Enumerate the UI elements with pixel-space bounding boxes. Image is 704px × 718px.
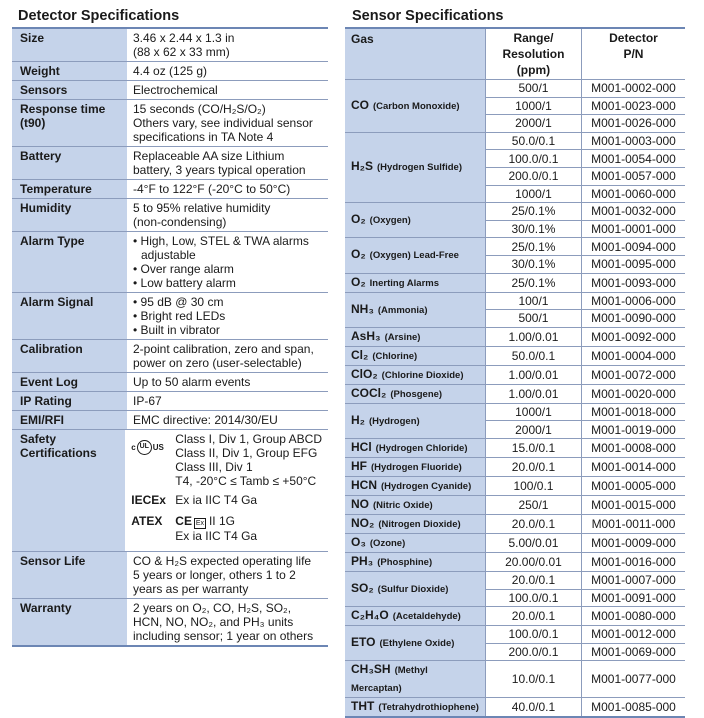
ce-mark-icon: CE <box>175 514 192 528</box>
detector-spec-row <box>12 199 328 232</box>
gas-name: (Hydrogen Sulfide) <box>377 162 462 174</box>
iecex-label: IECEx <box>131 493 166 507</box>
spec-value-line: 2 years on O₂, CO, H₂S, SO₂, <box>133 601 292 615</box>
detector-specs-title: Detector Specifications <box>18 8 180 24</box>
gas-formula: COCl₂ <box>351 385 387 400</box>
header-pn-line1: Detector <box>609 31 658 45</box>
gas-cell <box>345 403 485 438</box>
gas-formula: NO₂ <box>351 515 375 530</box>
gas-name: (Ozone) <box>369 537 406 549</box>
part-number-cell: M001-0085-000 <box>581 698 685 718</box>
spec-value-line: IP-67 <box>133 394 162 408</box>
spec-bullet <box>133 323 322 337</box>
spec-value-line: 3.46 x 2.44 x 1.3 in <box>133 31 235 45</box>
spec-value <box>127 62 328 80</box>
sensor-header-row <box>345 28 685 80</box>
sensor-row <box>345 238 685 256</box>
sensor-row <box>345 438 685 457</box>
spec-value-line: 5 years or longer, others 1 to 2 <box>133 568 296 582</box>
spec-bullet <box>133 295 322 309</box>
detector-spec-row <box>12 232 328 293</box>
bullet-icon: • <box>133 276 141 290</box>
spec-label: Humidity <box>12 199 127 231</box>
spec-bullet <box>133 309 322 323</box>
gas-formula: O₂ <box>351 274 366 289</box>
detector-spec-row <box>12 29 328 62</box>
part-number-cell: M001-0072-000 <box>581 365 685 384</box>
spec-value-line: 15 seconds (CO/H₂S/O₂) <box>133 102 266 116</box>
range-resolution-cell: 20.0/0.1 <box>485 607 581 626</box>
part-number-cell: M001-0019-000 <box>581 421 685 439</box>
spec-value-line: 2-point calibration, zero and span, <box>133 342 314 356</box>
sensor-row <box>345 514 685 533</box>
spec-value-line: (non-condensing) <box>133 215 227 229</box>
ul-line: Class II, Div 1, Group EFG <box>175 446 318 460</box>
ul-lines <box>175 432 322 488</box>
header-pn-line2: P/N <box>623 47 644 61</box>
detector-spec-row <box>12 430 328 552</box>
range-resolution-cell: 25/0.1% <box>485 273 581 292</box>
gas-cell <box>345 552 485 571</box>
spec-value <box>127 180 328 198</box>
gas-cell <box>345 607 485 626</box>
spec-label: Event Log <box>12 373 127 391</box>
gas-name: (Ethylene Oxide) <box>379 638 455 650</box>
spec-bullet <box>133 234 322 248</box>
gas-formula: HF <box>351 458 367 473</box>
detector-spec-row <box>12 340 328 373</box>
range-resolution-cell: 2000/1 <box>485 115 581 133</box>
spec-value <box>127 29 328 61</box>
range-resolution-cell: 1000/1 <box>485 185 581 203</box>
gas-formula: O₃ <box>351 534 366 549</box>
bullet-text: 95 dB @ 30 cm <box>140 295 224 309</box>
part-number-cell: M001-0015-000 <box>581 495 685 514</box>
part-number-cell: M001-0023-000 <box>581 97 685 115</box>
gas-formula: ETO <box>351 635 376 650</box>
sensor-row <box>345 346 685 365</box>
gas-cell <box>345 292 485 327</box>
gas-name: (Oxygen) Lead-Free <box>369 250 459 262</box>
iecex-line: Ex ia IIC T4 Ga <box>175 493 258 507</box>
gas-name: (Hydrogen Cyanide) <box>381 480 472 492</box>
range-resolution-cell: 25/0.1% <box>485 238 581 256</box>
gas-name: (Tetrahydrothiophene) <box>378 702 479 714</box>
gas-cell <box>345 514 485 533</box>
part-number-cell: M001-0069-000 <box>581 643 685 661</box>
sensor-row <box>345 80 685 98</box>
part-number-cell: M001-0002-000 <box>581 80 685 98</box>
gas-name: (Chlorine Dioxide) <box>381 369 464 381</box>
bullet-text: Built in vibrator <box>140 323 220 337</box>
iecex-certification <box>131 493 322 507</box>
part-number-cell: M001-0032-000 <box>581 203 685 221</box>
gas-name: (Methyl Mercaptan) <box>351 665 428 695</box>
sensor-specs-title: Sensor Specifications <box>352 8 504 24</box>
detector-spec-row <box>12 180 328 199</box>
gas-name: (Carbon Monoxide) <box>373 100 460 112</box>
range-resolution-cell: 20.0/0.1 <box>485 571 581 589</box>
detector-spec-row <box>12 147 328 180</box>
gas-formula: O₂ <box>351 212 366 227</box>
atex-group: II 1G <box>208 514 235 528</box>
gas-cell <box>345 438 485 457</box>
gas-cell <box>345 476 485 495</box>
sensor-row <box>345 495 685 514</box>
range-resolution-cell: 500/1 <box>485 80 581 98</box>
gas-cell <box>345 495 485 514</box>
sensor-row <box>345 203 685 221</box>
gas-name: (Phosphine) <box>377 556 433 568</box>
sensor-row <box>345 571 685 589</box>
bullet-icon: • <box>133 262 141 276</box>
spec-value-line: battery, 3 years typical operation <box>133 163 306 177</box>
spec-label: IP Rating <box>12 392 127 410</box>
gas-formula: O₂ <box>351 247 366 262</box>
ul-line: Class I, Div 1, Group ABCD <box>175 432 322 446</box>
part-number-cell: M001-0009-000 <box>581 533 685 552</box>
bullet-icon: • <box>133 309 141 323</box>
gas-cell <box>345 132 485 202</box>
gas-cell <box>345 273 485 292</box>
part-number-cell: M001-0095-000 <box>581 255 685 273</box>
sensor-row <box>345 384 685 403</box>
part-number-cell: M001-0011-000 <box>581 514 685 533</box>
atex-lines <box>175 514 257 543</box>
gas-formula: HCl <box>351 439 372 454</box>
detector-spec-row <box>12 62 328 81</box>
sensor-row <box>345 552 685 571</box>
sensor-row <box>345 132 685 150</box>
range-resolution-cell: 50.0/0.1 <box>485 346 581 365</box>
ul-line: Class III, Div 1 <box>175 460 253 474</box>
detector-spec-row <box>12 81 328 100</box>
spec-value-line: (88 x 62 x 33 mm) <box>133 45 230 59</box>
range-resolution-cell: 5.00/0.01 <box>485 533 581 552</box>
sensor-row <box>345 533 685 552</box>
bullet-icon: • <box>133 234 141 248</box>
spec-value <box>127 100 328 146</box>
gas-formula: AsH₃ <box>351 328 381 343</box>
gas-cell <box>345 661 485 698</box>
range-resolution-cell: 2000/1 <box>485 421 581 439</box>
spec-value-line: Up to 50 alarm events <box>133 375 251 389</box>
part-number-cell: M001-0094-000 <box>581 238 685 256</box>
header-range <box>485 28 581 80</box>
sensor-row <box>345 661 685 698</box>
spec-value <box>127 293 328 339</box>
sensor-row <box>345 626 685 644</box>
part-number-cell: M001-0012-000 <box>581 626 685 644</box>
gas-name: (Arsine) <box>384 331 421 343</box>
range-resolution-cell: 500/1 <box>485 310 581 328</box>
part-number-cell: M001-0016-000 <box>581 552 685 571</box>
sensor-table-body <box>345 80 685 718</box>
gas-formula: Cl₂ <box>351 347 369 362</box>
spec-value-line: years as per warranty <box>133 582 249 596</box>
range-resolution-cell: 100.0/0.1 <box>485 589 581 607</box>
range-resolution-cell: 200.0/0.1 <box>485 167 581 185</box>
spec-value <box>125 430 328 551</box>
range-resolution-cell: 15.0/0.1 <box>485 438 581 457</box>
gas-cell <box>345 698 485 718</box>
spec-value-line: Replaceable AA size Lithium <box>133 149 285 163</box>
sensor-row <box>345 607 685 626</box>
spec-value-line: Others vary, see individual sensor <box>133 116 313 130</box>
spec-label: Alarm Signal <box>12 293 127 339</box>
sensor-row <box>345 327 685 346</box>
gas-name: (Acetaldehyde) <box>392 611 461 623</box>
gas-name: (Phosgene) <box>390 388 443 400</box>
header-range-line3: (ppm) <box>516 63 551 77</box>
gas-cell <box>345 346 485 365</box>
part-number-cell: M001-0077-000 <box>581 661 685 698</box>
spec-value <box>127 411 328 429</box>
gas-name: (Sulfur Dioxide) <box>377 584 449 595</box>
bullet-icon: • <box>133 323 141 337</box>
range-resolution-cell: 1000/1 <box>485 97 581 115</box>
gas-name: (Hydrogen Chloride) <box>375 442 468 454</box>
gas-cell <box>345 203 485 238</box>
gas-name: (Oxygen) <box>369 215 411 227</box>
gas-name: (Chlorine) <box>372 350 418 362</box>
spec-value-line: HCN, NO, NO₂, and PH₃ units <box>133 615 294 629</box>
spec-value-line: power on zero (user-selectable) <box>133 356 302 370</box>
atex-line-1 <box>175 514 257 529</box>
sensor-specs-table <box>345 27 685 718</box>
range-resolution-cell: 20.0/0.1 <box>485 514 581 533</box>
range-resolution-cell: 1.00/0.01 <box>485 384 581 403</box>
spec-value-line: specifications in TA Note 4 <box>133 130 274 144</box>
range-resolution-cell: 100/0.1 <box>485 476 581 495</box>
bullet-text: adjustable <box>141 248 196 262</box>
spec-bullet <box>133 262 322 276</box>
range-resolution-cell: 40.0/0.1 <box>485 698 581 718</box>
range-resolution-cell: 10.0/0.1 <box>485 661 581 698</box>
gas-cell <box>345 457 485 476</box>
spec-bullet <box>133 276 322 290</box>
part-number-cell: M001-0092-000 <box>581 327 685 346</box>
range-resolution-cell: 100.0/0.1 <box>485 150 581 168</box>
part-number-cell: M001-0008-000 <box>581 438 685 457</box>
gas-formula: H₂S <box>351 159 374 174</box>
sensor-row <box>345 457 685 476</box>
range-resolution-cell: 1.00/0.01 <box>485 327 581 346</box>
gas-cell <box>345 384 485 403</box>
part-number-cell: M001-0090-000 <box>581 310 685 328</box>
part-number-cell: M001-0093-000 <box>581 273 685 292</box>
gas-formula: C₂H₄O <box>351 608 389 623</box>
spec-value-line: 4.4 oz (125 g) <box>133 64 208 78</box>
gas-cell <box>345 626 485 661</box>
spec-value <box>127 199 328 231</box>
gas-name: (Nitric Oxide) <box>373 499 433 511</box>
ul-circle-icon: UL <box>137 440 152 455</box>
detector-spec-row <box>12 411 328 430</box>
bullet-icon: • <box>133 295 141 309</box>
gas-formula: H₂ <box>351 412 365 427</box>
spec-label: Sensor Life <box>12 552 127 598</box>
spec-label: EMI/RFI <box>12 411 127 429</box>
range-resolution-cell: 200.0/0.1 <box>485 643 581 661</box>
atex-certification <box>131 514 322 543</box>
gas-cell <box>345 327 485 346</box>
spec-value <box>127 147 328 179</box>
range-resolution-cell: 30/0.1% <box>485 220 581 238</box>
gas-formula: SO₂ <box>351 581 374 595</box>
part-number-cell: M001-0020-000 <box>581 384 685 403</box>
range-resolution-cell: 100/1 <box>485 292 581 310</box>
gas-formula: CO <box>351 97 369 112</box>
gas-cell <box>345 533 485 552</box>
ul-line: T4, -20°C ≤ Tamb ≤ +50°C <box>175 474 317 488</box>
spec-value-line: CO & H₂S expected operating life <box>133 554 312 568</box>
spec-value <box>127 340 328 372</box>
gas-name: (Ammonia) <box>377 304 428 316</box>
spec-value <box>127 232 328 292</box>
gas-name: (Hydrogen Fluoride) <box>371 461 462 473</box>
ex-mark-icon: Ex <box>195 520 205 527</box>
part-number-cell: M001-0004-000 <box>581 346 685 365</box>
gas-formula: PH₃ <box>351 553 374 568</box>
header-range-line1: Range/ <box>513 31 554 45</box>
range-resolution-cell: 20.0/0.1 <box>485 457 581 476</box>
spec-label: Calibration <box>12 340 127 372</box>
range-resolution-cell: 250/1 <box>485 495 581 514</box>
spec-label: Size <box>12 29 127 61</box>
ul-us: US <box>152 442 164 452</box>
gas-formula: HCN <box>351 477 377 492</box>
gas-formula: NO <box>351 496 369 511</box>
part-number-cell: M001-0026-000 <box>581 115 685 133</box>
gas-formula: ClO₂ <box>351 366 378 381</box>
range-resolution-cell: 1000/1 <box>485 403 581 421</box>
range-resolution-cell: 1.00/0.01 <box>485 365 581 384</box>
spec-value-line: 5 to 95% relative humidity <box>133 201 271 215</box>
range-resolution-cell: 30/0.1% <box>485 255 581 273</box>
range-resolution-cell: 20.00/0.01 <box>485 552 581 571</box>
part-number-cell: M001-0014-000 <box>581 457 685 476</box>
part-number-cell: M001-0007-000 <box>581 571 685 589</box>
gas-name: Inerting Alarms <box>369 277 440 289</box>
spec-value <box>127 373 328 391</box>
header-range-line2: Resolution <box>502 47 565 61</box>
sensor-row <box>345 476 685 495</box>
spec-value-line: -4°F to 122°F (-20°C to 50°C) <box>133 182 291 196</box>
part-number-cell: M001-0001-000 <box>581 220 685 238</box>
part-number-cell: M001-0018-000 <box>581 403 685 421</box>
spec-label: Weight <box>12 62 127 80</box>
header-part-number <box>581 28 685 80</box>
spec-label: Safety Certifications <box>12 430 125 551</box>
spec-label: Response time (t90) <box>12 100 127 146</box>
bullet-text: Bright red LEDs <box>140 309 226 323</box>
atex-line-2: Ex ia IIC T4 Ga <box>175 529 258 543</box>
header-gas: Gas <box>345 28 485 80</box>
bullet-text: High, Low, STEL & TWA alarms <box>140 234 309 248</box>
spec-label: Sensors <box>12 81 127 99</box>
detector-spec-row <box>12 392 328 411</box>
detector-spec-row <box>12 552 328 599</box>
spec-value <box>127 392 328 410</box>
range-resolution-cell: 50.0/0.1 <box>485 132 581 150</box>
spec-value-line: Electrochemical <box>133 83 218 97</box>
spec-label: Temperature <box>12 180 127 198</box>
spec-label: Battery <box>12 147 127 179</box>
gas-cell <box>345 238 485 273</box>
detector-specs-table <box>12 27 328 647</box>
sensor-row <box>345 292 685 310</box>
spec-value <box>127 81 328 99</box>
detector-spec-row <box>12 293 328 340</box>
gas-cell <box>345 365 485 384</box>
spec-value-line: including sensor; 1 year on others <box>133 629 314 643</box>
bullet-text: Over range alarm <box>140 262 234 276</box>
part-number-cell: M001-0057-000 <box>581 167 685 185</box>
detector-spec-row <box>12 373 328 392</box>
part-number-cell: M001-0054-000 <box>581 150 685 168</box>
ul-certification <box>131 432 322 488</box>
spec-value <box>127 599 328 645</box>
part-number-cell: M001-0005-000 <box>581 476 685 495</box>
part-number-cell: M001-0003-000 <box>581 132 685 150</box>
spec-value-line: EMC directive: 2014/30/EU <box>133 413 278 427</box>
gas-cell <box>345 80 485 133</box>
gas-name: (Hydrogen) <box>369 415 420 427</box>
part-number-cell: M001-0091-000 <box>581 589 685 607</box>
sensor-row <box>345 403 685 421</box>
spec-label: Warranty <box>12 599 127 645</box>
spec-value <box>127 552 328 598</box>
gas-formula: NH₃ <box>351 301 374 316</box>
ul-c: c <box>131 442 136 452</box>
spec-bullet <box>133 248 322 262</box>
sensor-row <box>345 365 685 384</box>
spec-label: Alarm Type <box>12 232 127 292</box>
range-resolution-cell: 25/0.1% <box>485 203 581 221</box>
part-number-cell: M001-0006-000 <box>581 292 685 310</box>
part-number-cell: M001-0080-000 <box>581 607 685 626</box>
gas-formula: CH₃SH <box>351 662 391 677</box>
part-number-cell: M001-0060-000 <box>581 185 685 203</box>
sensor-row <box>345 698 685 718</box>
range-resolution-cell: 100.0/0.1 <box>485 626 581 644</box>
detector-spec-row <box>12 100 328 147</box>
detector-spec-row <box>12 599 328 647</box>
ul-logo <box>131 432 175 455</box>
atex-label: ATEX <box>131 514 163 528</box>
gas-cell <box>345 571 485 606</box>
gas-name: (Nitrogen Dioxide) <box>378 518 461 530</box>
gas-formula: THT <box>351 699 375 714</box>
bullet-text: Low battery alarm <box>140 276 236 290</box>
sensor-row <box>345 273 685 292</box>
